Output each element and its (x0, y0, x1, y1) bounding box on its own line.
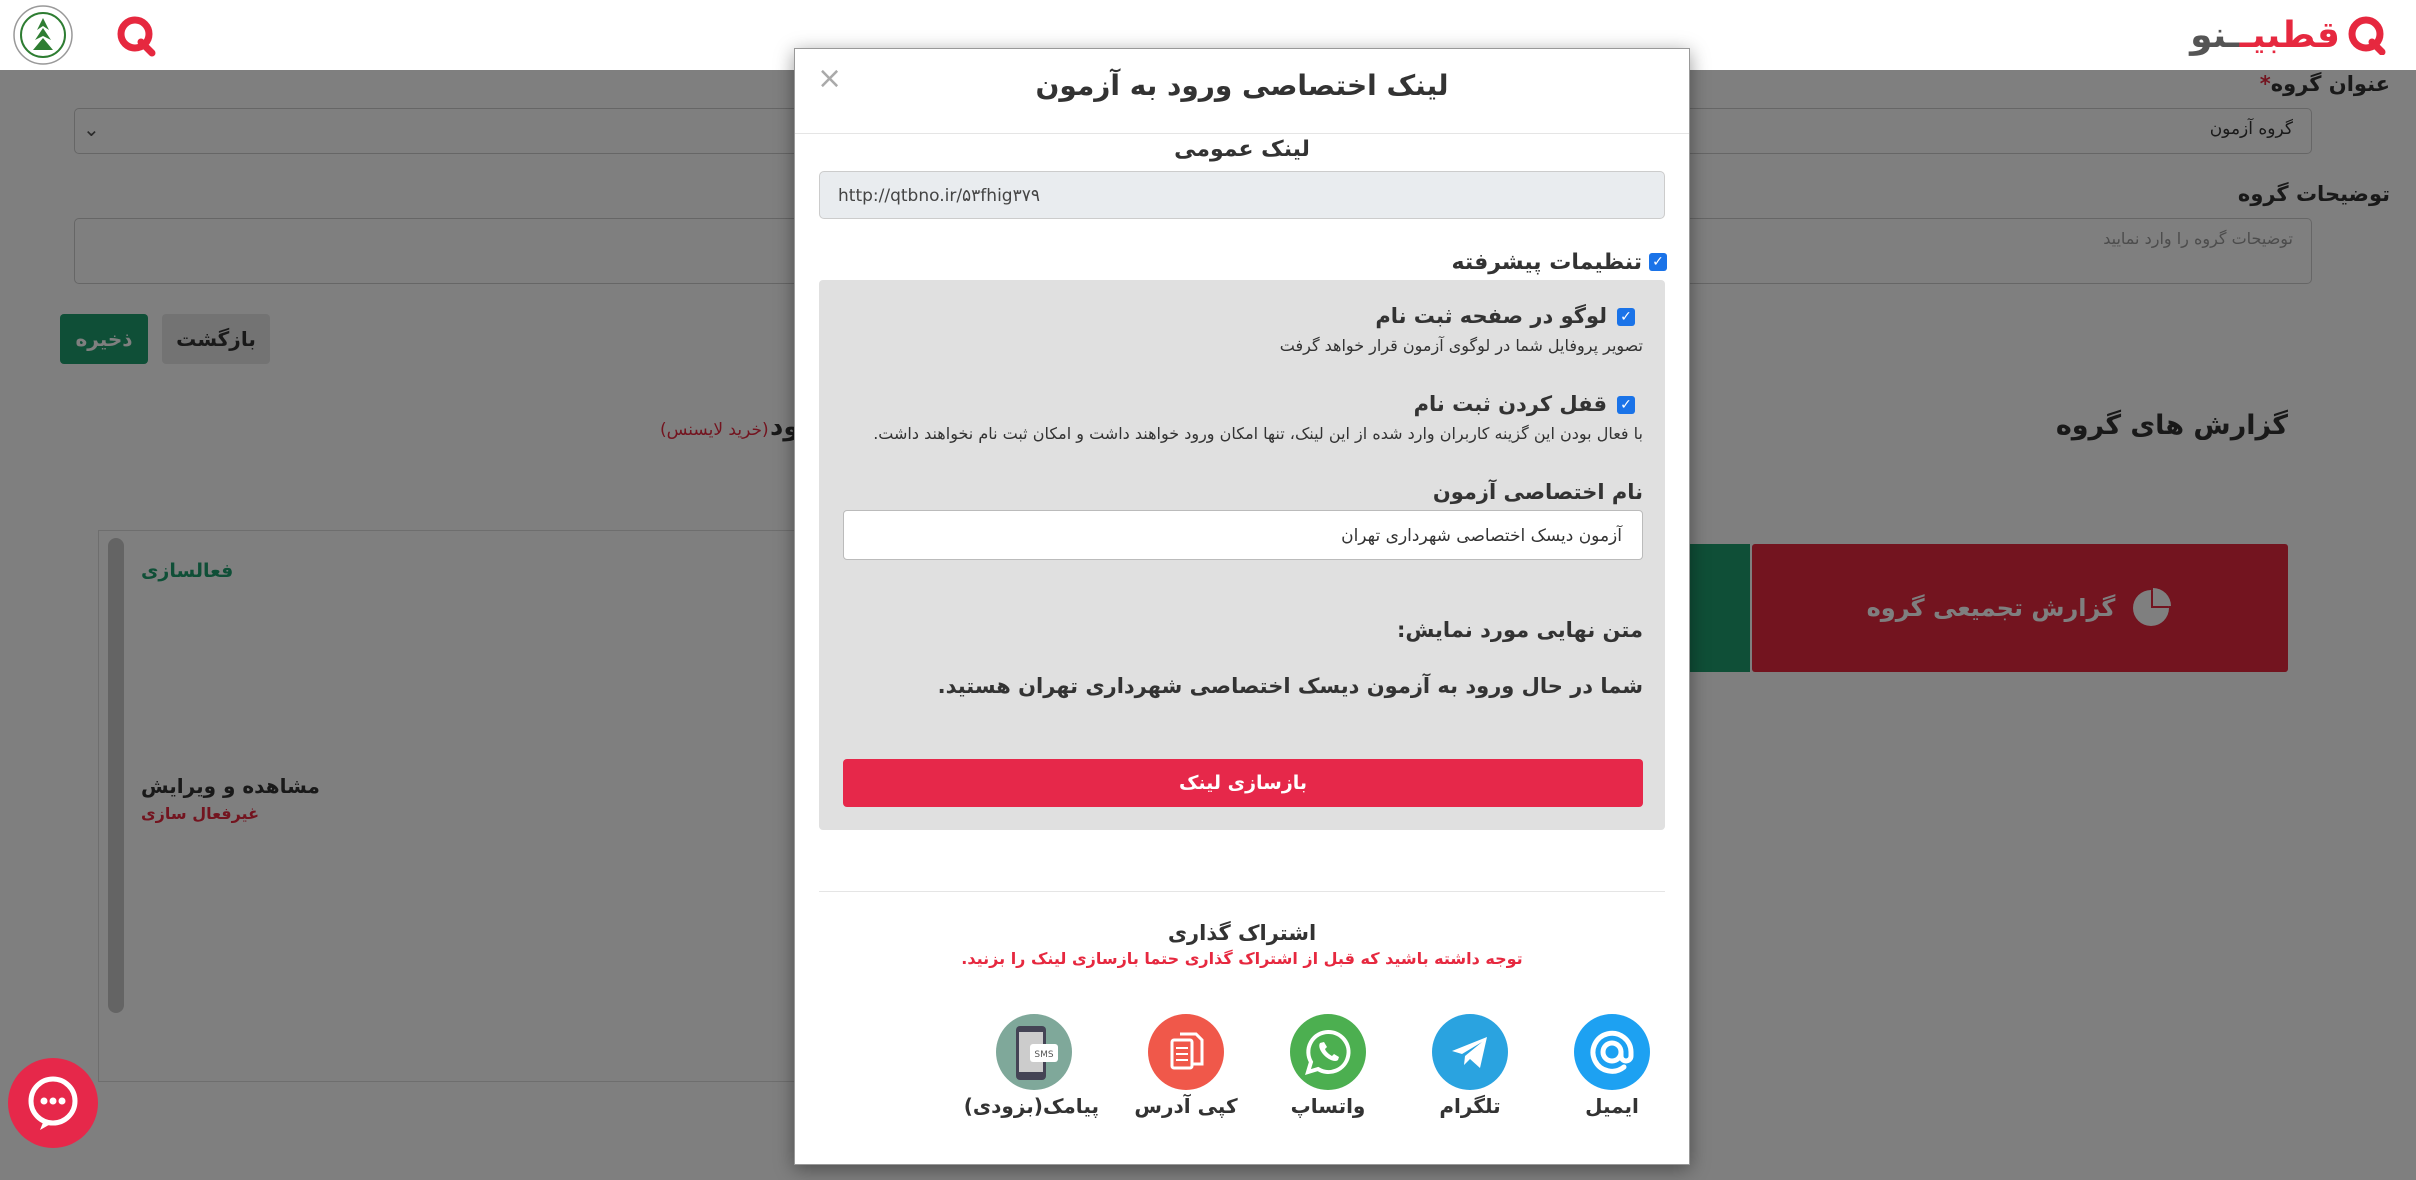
close-button[interactable]: × (817, 61, 843, 96)
share-sms[interactable] (963, 1014, 1099, 1118)
sms-icon (996, 1014, 1072, 1090)
modal-title: لینک اختصاصی ورود به آزمون (1035, 69, 1449, 102)
modal-header-divider (795, 133, 1689, 134)
share-copy-address[interactable] (1131, 1014, 1241, 1118)
email-icon (1574, 1014, 1650, 1090)
public-link-field[interactable]: http://qtbno.ir/۵۳fhig۳۷۹ (819, 171, 1665, 219)
support-chat-button[interactable] (8, 1058, 98, 1148)
final-text-value: شما در حال ورود به آزمون دیسک اختصاصی شهرداری تهران هستید. (937, 674, 1643, 698)
advanced-settings-label: تنظیمات پیشرفته (1451, 250, 1642, 275)
share-telegram-label: تلگرام (1439, 1094, 1501, 1118)
lock-registration-desc: با فعال بودن این گزینه کاربران وارد شده از این لینک، تنها امکان ورود خواهند داشت و امکان ثبت نام نخواهند داشت. (873, 424, 1643, 443)
advanced-settings-panel (819, 280, 1665, 830)
final-text-label: متن نهایی مورد نمایش: (1396, 618, 1643, 642)
chat-bubble-icon (22, 1072, 84, 1134)
brand-q-icon (2346, 15, 2386, 55)
whatsapp-icon (1290, 1014, 1366, 1090)
share-whatsapp[interactable] (1273, 1014, 1383, 1118)
sms-badge-text: SMS (1034, 1050, 1054, 1060)
share-telegram[interactable] (1415, 1014, 1525, 1118)
logo-option-title: لوگو در صفحه ثبت نام (1375, 304, 1607, 328)
brand-logo[interactable] (2190, 8, 2386, 62)
logo-option-desc: تصویر پروفایل شما در لوگوی آزمون قرار خواهد گرفت (1279, 336, 1643, 355)
logo-option-checkbox[interactable]: ✓ (1617, 308, 1635, 326)
lock-registration-title: قفل کردن ثبت نام (1413, 392, 1607, 416)
exam-name-label: نام اختصاصی آزمون (1432, 480, 1643, 504)
share-email[interactable] (1557, 1014, 1667, 1118)
share-copy-label: کپی آدرس (1134, 1094, 1238, 1118)
private-link-modal (794, 48, 1690, 1165)
lock-registration-checkbox[interactable]: ✓ (1617, 396, 1635, 414)
share-sms-label: پیامک(بزودی) (963, 1094, 1099, 1118)
share-warning: توجه داشته باشید که قبل از اشتراک گذاری حتما بازسازی لینک را بزنید. (961, 949, 1523, 968)
exam-name-input[interactable]: آزمون دیسک اختصاصی شهرداری تهران (843, 510, 1643, 560)
municipality-seal-icon[interactable] (12, 4, 74, 66)
telegram-icon (1432, 1014, 1508, 1090)
advanced-settings-checkbox[interactable]: ✓ (1649, 253, 1667, 271)
share-email-label: ایمیل (1585, 1094, 1639, 1118)
share-title: اشتراک گذاری (1167, 921, 1317, 945)
qtbno-icon[interactable] (114, 14, 158, 58)
share-divider (819, 891, 1665, 892)
brand-name: قطبیــنو (2190, 14, 2340, 56)
copy-icon (1148, 1014, 1224, 1090)
public-link-title: لینک عمومی (1174, 137, 1310, 162)
share-whatsapp-label: واتساپ (1290, 1094, 1366, 1118)
rebuild-link-button[interactable]: بازسازی لینک (843, 759, 1643, 807)
